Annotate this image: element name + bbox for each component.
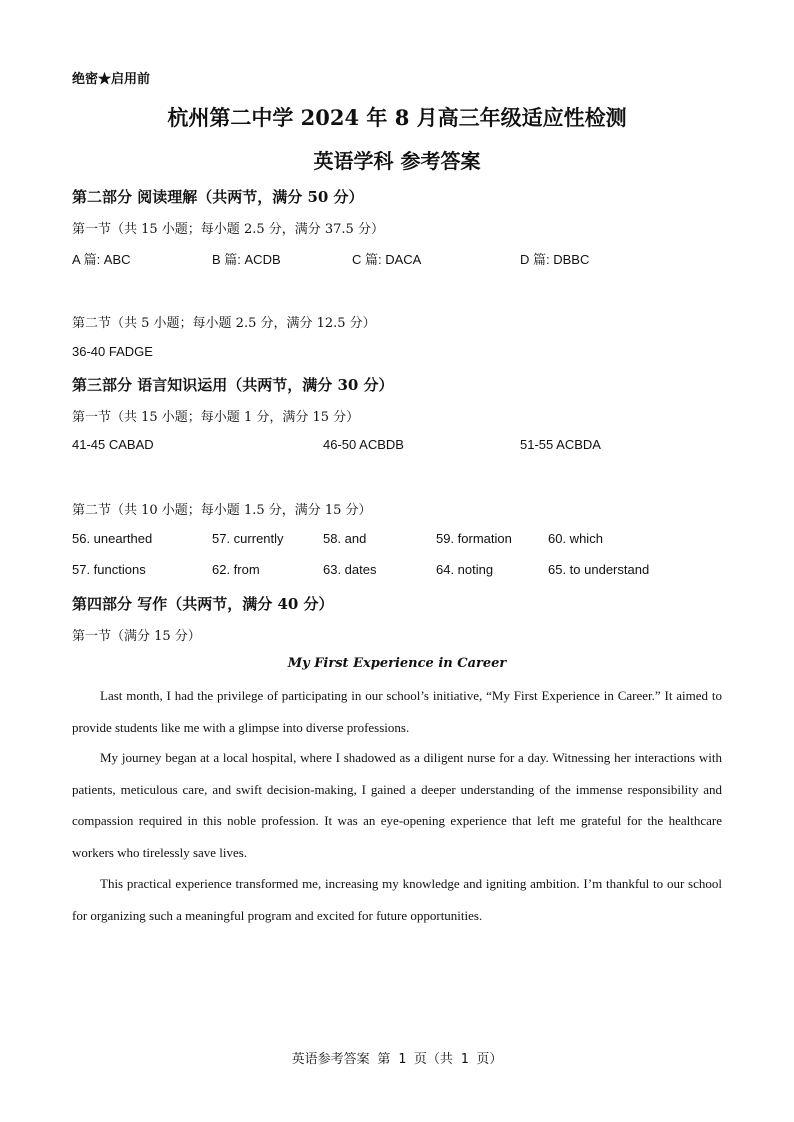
answer-item: 56. unearthed [72, 531, 153, 546]
answer-41-45: 41-45 CABAD [72, 437, 154, 452]
answer-item: 62. from [212, 562, 260, 577]
answer-item: 57. currently [212, 531, 284, 546]
answer-passage-c: C 篇: DACA [352, 252, 422, 267]
page-footer: 英语参考答案 第 1 页（共 1 页） [291, 1052, 503, 1067]
essay-title: My First Experience in Career [287, 656, 507, 671]
essay-paragraph: This practical experience transformed me, increasing my knowledge and igniting ambition. I’m thankful to our school for organizing such a meaningful program and excited for future opportunities. [72, 876, 722, 923]
answer-36-40: 36-40 FADGE [72, 344, 153, 359]
answer-item: 60. which [548, 531, 603, 546]
answer-item: 63. dates [323, 562, 377, 577]
answer-passage-d: D 篇: DBBC [520, 252, 590, 267]
part4-heading: 第四部分 写作（共两节，满分 40 分） [72, 595, 334, 613]
document-subtitle: 英语学科 参考答案 [313, 149, 481, 173]
part2-heading: 第二部分 阅读理解（共两节，满分 50 分） [72, 188, 364, 206]
answer-46-50: 46-50 ACBDB [323, 437, 404, 452]
answer-item: 64. noting [436, 562, 494, 577]
part2-sec2-heading: 第二节（共 5 小题；每小题 2.5 分，满分 12.5 分） [72, 316, 376, 331]
answer-item: 57. functions [72, 562, 146, 577]
answer-passage-b: B 篇: ACDB [212, 252, 281, 267]
document-title: 杭州第二中学 2024 年 8 月高三年级适应性检测 [167, 105, 627, 130]
answer-passage-a: A 篇: ABC [72, 252, 131, 267]
answer-item: 58. and [323, 531, 367, 546]
part2-sec1-heading: 第一节（共 15 小题；每小题 2.5 分，满分 37.5 分） [72, 222, 384, 237]
part3-sec2-heading: 第二节（共 10 小题；每小题 1.5 分，满分 15 分） [72, 503, 372, 518]
answer-item: 65. to understand [548, 562, 650, 577]
essay-paragraph: My journey began at a local hospital, where I shadowed as a diligent nurse for a day. Witnessing her interactions with patients, meticulous care, and swift decision-making, I gained a deeper understanding of the immense responsibility and compassion required in this noble profession. It was an eye-opening experience that left me grateful for the healthcare workers who tirelessly save lives. [72, 750, 722, 860]
answer-51-55: 51-55 ACBDA [520, 437, 601, 452]
confidential-mark: 绝密★启用前 [72, 72, 151, 87]
part3-sec1-heading: 第一节（共 15 小题；每小题 1 分，满分 15 分） [72, 410, 360, 425]
part3-heading: 第三部分 语言知识运用（共两节，满分 30 分） [72, 376, 394, 394]
answer-item: 59. formation [436, 531, 512, 546]
part4-sec1-heading: 第一节（满分 15 分） [72, 629, 201, 644]
essay-paragraph: Last month, I had the privilege of participating in our school’s initiative, “My First Experience in Career.” It aimed to provide students like me with a glimpse into diverse professions. [72, 688, 722, 735]
